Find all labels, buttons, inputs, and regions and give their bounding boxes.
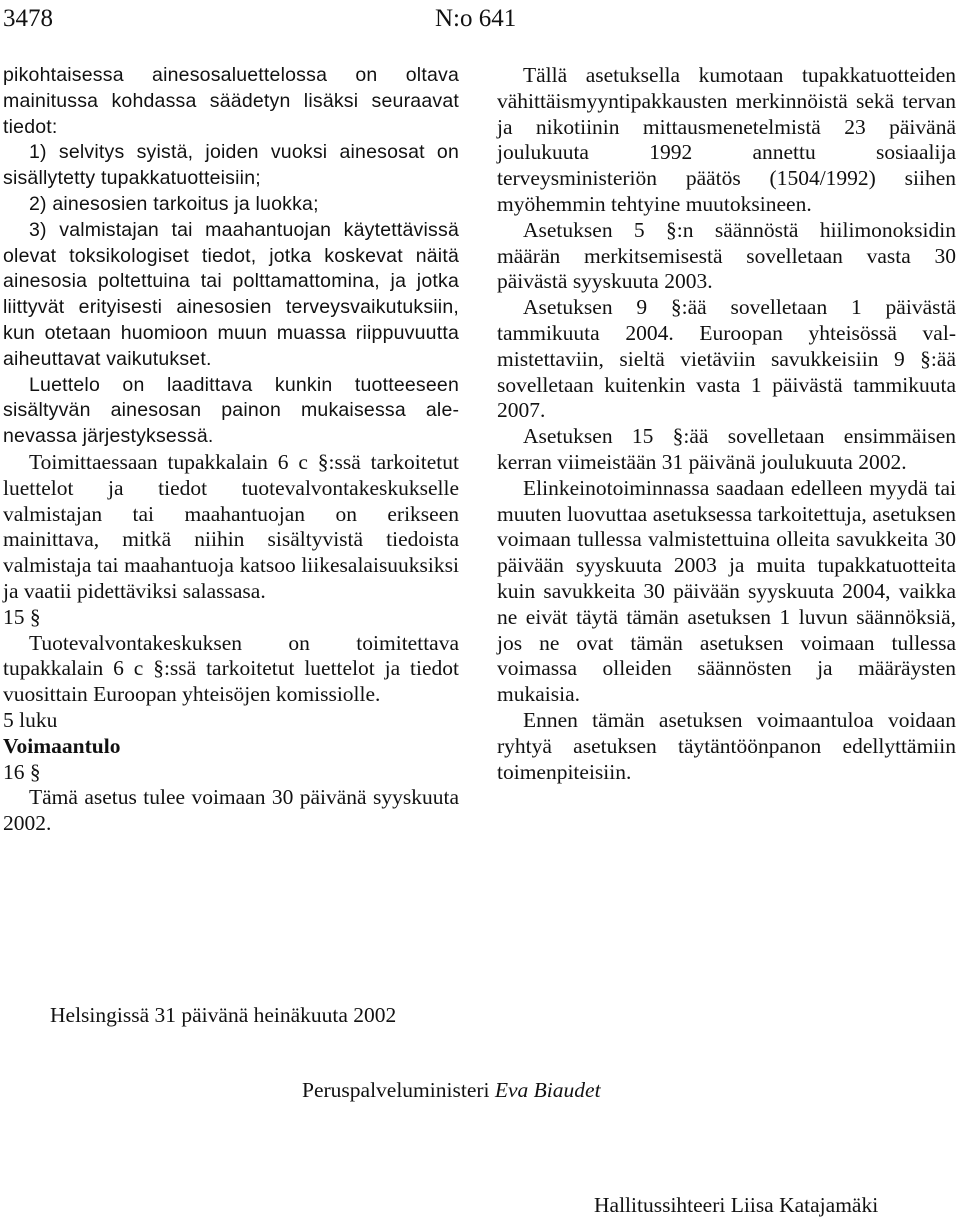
issue-number: N:o 641	[435, 5, 517, 32]
paragraph-section-16: Tämä asetus tulee voimaan 30 päivänä syyskuuta 2002.	[3, 785, 459, 836]
page-number: 3478	[3, 5, 53, 32]
paragraph-section-15-applies: Asetuksen 15 §:ää sovelletaan ensimmäisen kerran viimeistään 31 päivänä joulukuuta 2002.	[497, 424, 956, 474]
secretary-signature: Hallitussihteeri Liisa Katajamäki	[594, 1193, 879, 1217]
paragraph-confidentiality: Toimittaessaan tupakkalain 6 c §:ssä tarkoitetut luettelot ja tiedot tuotevalvontakeskukselle valmistajan tai maahantuojan on erikseen mainittava, mitkä niihin sisältyvistä tiedoista valmistaja tai maahantuoja katsoo liikesalaisuuksiksi ja vaatii pidettäviksi salassasa.	[3, 449, 459, 603]
chapter-title: Voimaantulo	[3, 733, 121, 758]
paragraph-section-9: Asetuksen 9 §:ää sovelletaan 1 päivästä tammikuuta 2004. Euroopan yhteisössä valmistettaviin, sieltä vietäviin savukkeisiin 9 §:ää sovelletaan kuitenkin vasta 1 päivästä tammikuuta 2007.	[497, 295, 956, 423]
left-column	[3, 63, 459, 837]
section-16-heading: 16 §	[3, 759, 41, 784]
minister-name: Eva Biaudet	[494, 1078, 601, 1102]
minister-title: Peruspalveluministeri	[302, 1078, 490, 1102]
paragraph-order: Luettelo on laadittava kunkin tuotteeseen sisältyvän ainesosan painon mukaisessa alenevassa järjestyksessä.	[3, 373, 459, 448]
list-item-3: 3) valmistajan tai maahantuojan käytettävissä olevat toksikologiset tiedot, jotka koskevat näitä ainesosia poltettuina tai polttamattomina, ja jotka liittyvät erityisesti ainesosien terveysvaikutuksiin, kun otetaan huomioon muun muassa riippuvuutta aiheuttavat vaikutukset.	[3, 218, 459, 370]
paragraph-preparation: Ennen tämän asetuksen voimaantuloa voidaan ryhtyä asetuksen täytäntöönpanon edellyttämiin toimenpiteisiin.	[497, 707, 956, 784]
signature-place-date: Helsingissä 31 päivänä heinäkuuta 2002	[50, 1003, 397, 1027]
paragraph-transition: Elinkeinotoiminnassa saadaan edelleen myydä tai muuten luovuttaa asetuksessa tarkoitettuja, asetuksen voimaan tullessa valmistettuina olleita savukkeita 30 päivään syyskuuta 2003 ja muita tupakkatuotteita kuin savukkeita 30 päivään syyskuuta 2004, vaikka ne eivät täytä tämän asetuksen 1 luvun säännöksiä, jos ne ovat tämän asetuksen voimaan tullessa voimassa olleiden säännösten ja määräysten mukaisia.	[497, 475, 956, 707]
chapter-heading: 5 luku	[3, 707, 58, 732]
paragraph-section-15: Tuotevalvontakeskuksen on toimitettava tupakkalain 6 c §:ssä tarkoitetut luettelot ja tiedot vuosittain Euroopan yhteisöjen komissiolle.	[3, 630, 459, 707]
paragraph-repeal: Tällä asetuksella kumotaan tupakkatuotteiden vähittäismyyntipakkausten merkinnöistä sekä tervan ja nikotiinin mittausmenetelmistä 23 päivänä joulukuuta 1992 annettu sosiaalija terveysministeriön päätös (1504/1992) siihen myöhemmin tehtyine muutoksineen.	[497, 63, 956, 216]
list-item-2: 2) ainesosien tarkoitus ja luokka;	[29, 192, 319, 215]
paragraph-intro: pikohtaisessa ainesosaluettelossa on oltava mainitussa kohdassa säädetyn lisäksi seuraavat tiedot:	[3, 64, 459, 138]
section-15-heading: 15 §	[3, 604, 41, 629]
right-column	[497, 63, 956, 785]
list-item-1: 1) selvitys syistä, joiden vuoksi ainesosat on sisällytetty tupakkatuotteisiin;	[3, 141, 459, 190]
minister-signature	[302, 1077, 601, 1103]
page-header	[3, 4, 957, 38]
paragraph-section-5: Asetuksen 5 §:n säännöstä hiilimonoksidin määrän merkitsemisestä sovelletaan vasta 30 päivästä syyskuuta 2003.	[497, 217, 956, 294]
